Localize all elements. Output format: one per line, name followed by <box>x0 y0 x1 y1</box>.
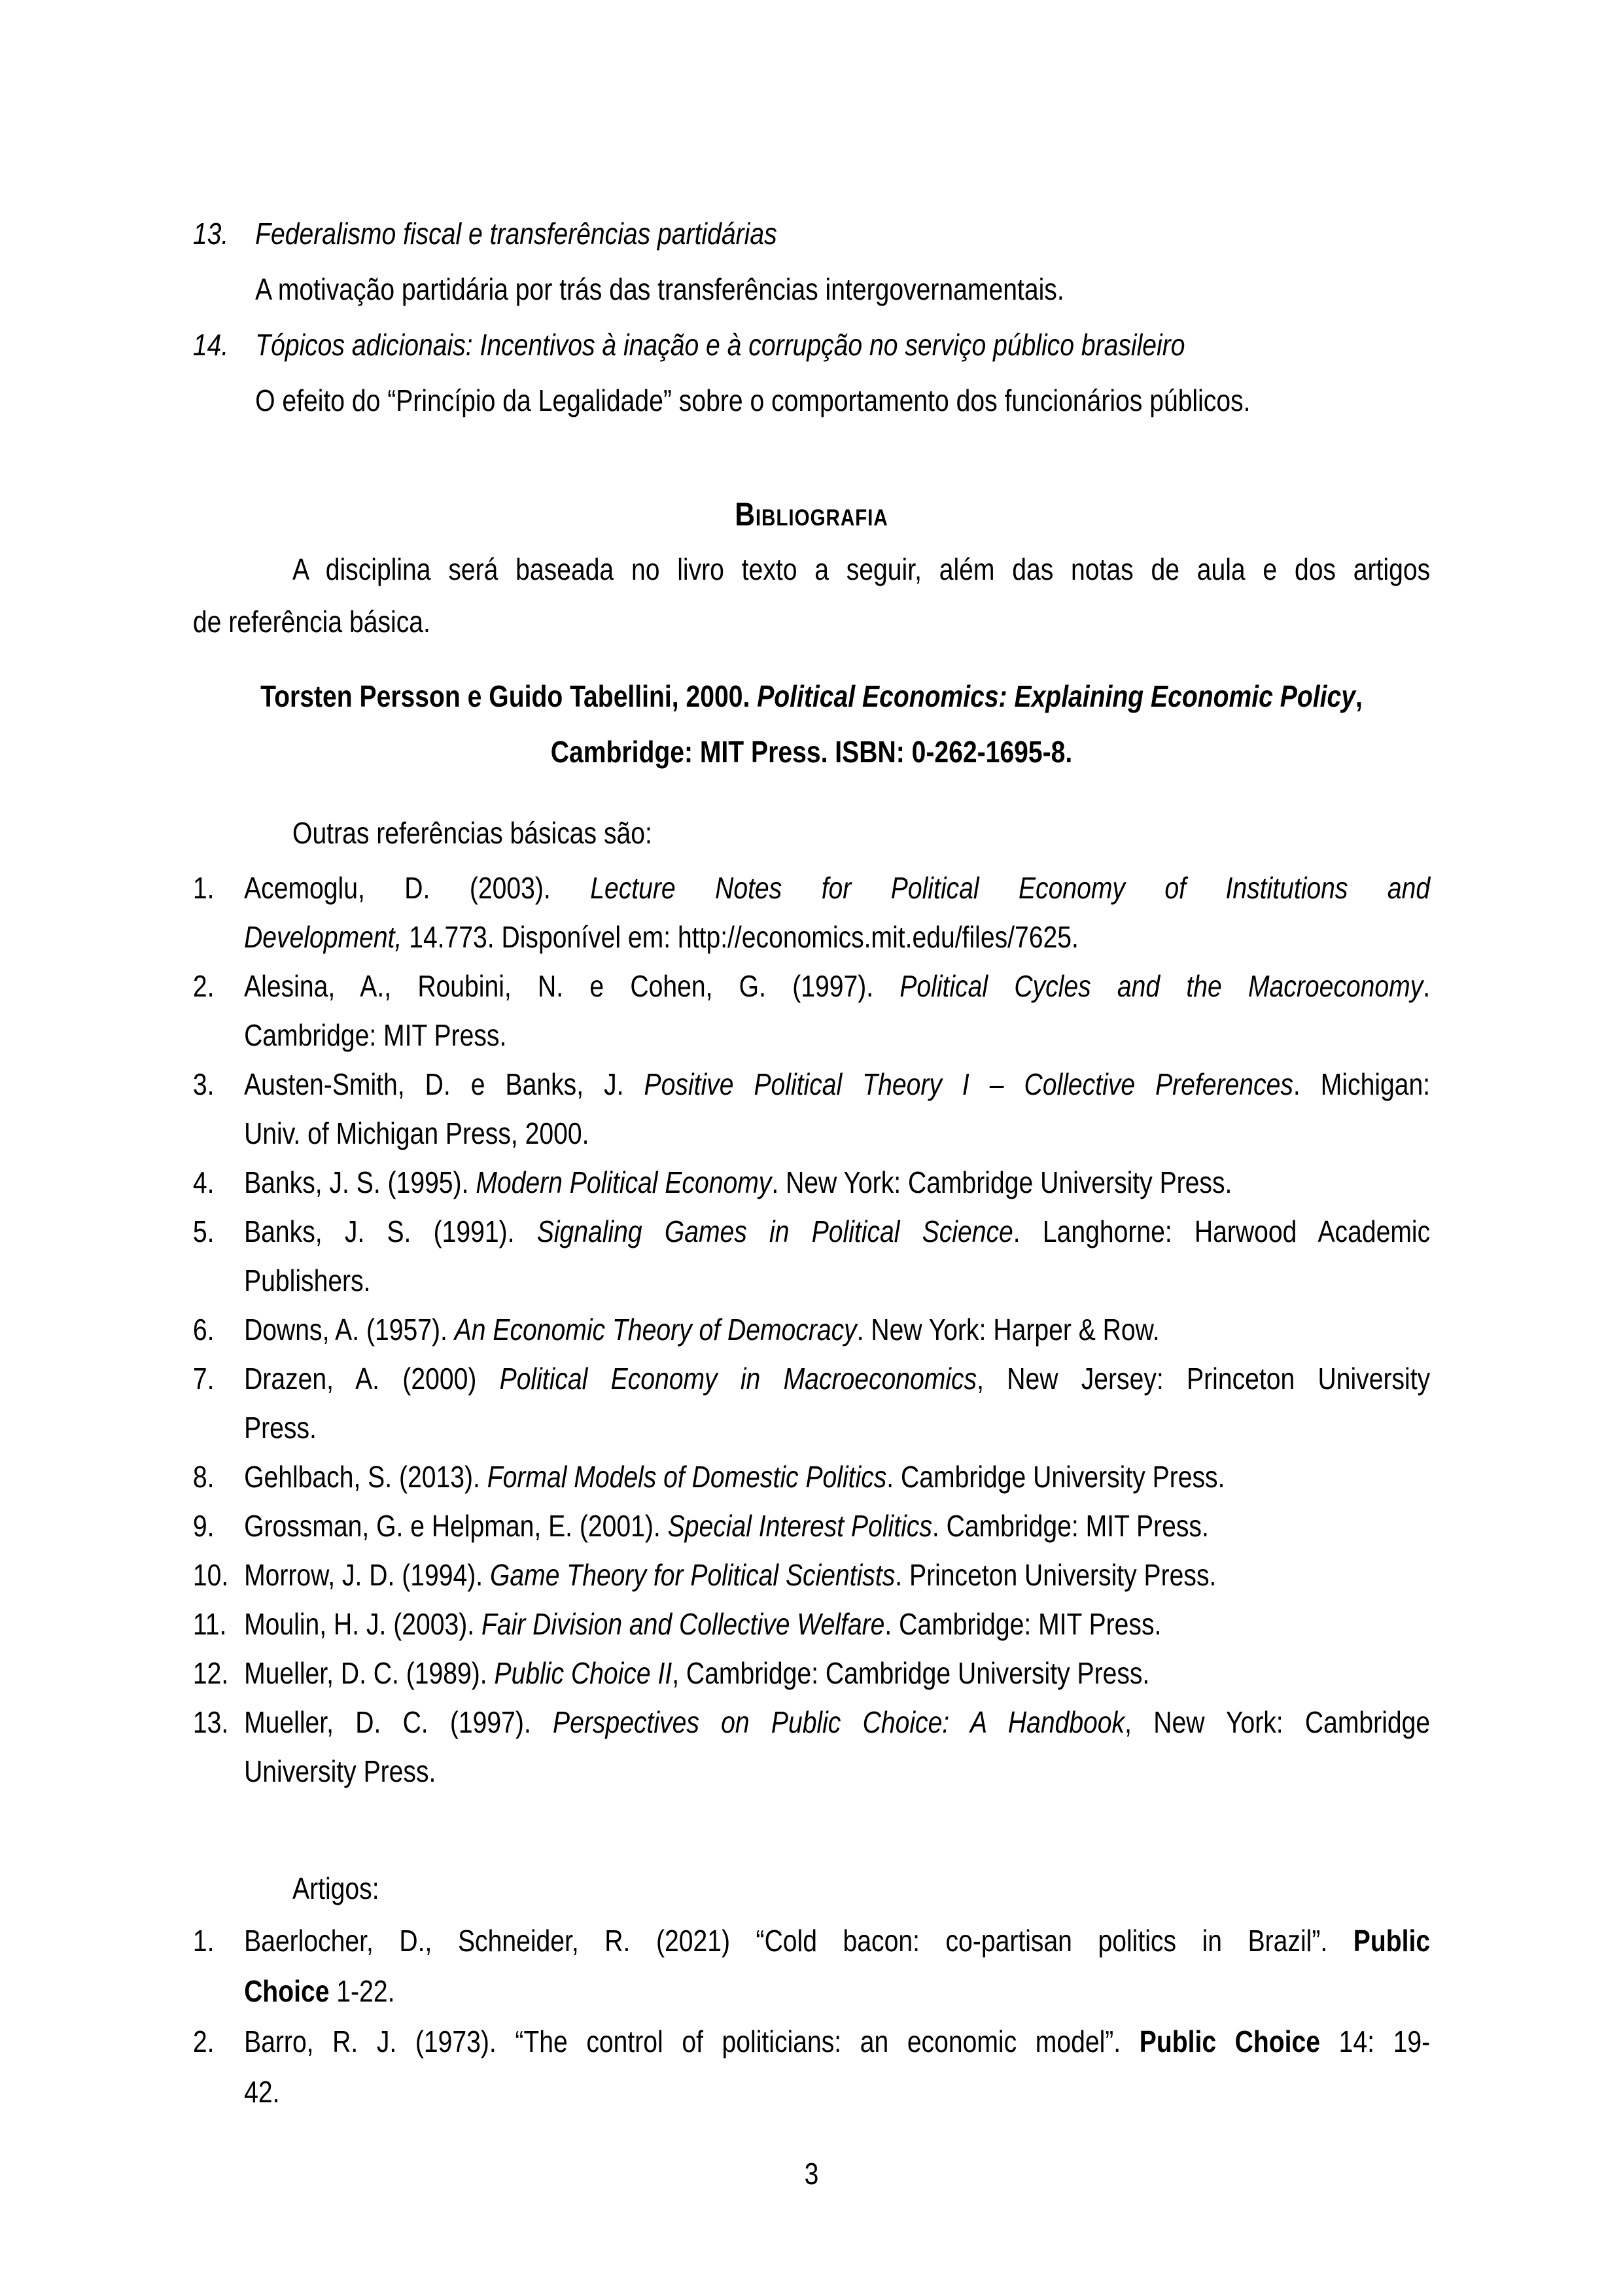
reference-item <box>193 1453 1430 1502</box>
textbook-reference <box>193 669 1430 780</box>
text-run: Alesina, A., Roubini, N. e Cohen, G. (1997). <box>244 969 900 1003</box>
text-run: Cambridge: MIT Press. <box>244 1018 507 1052</box>
text-line <box>244 962 1430 1011</box>
reference-item <box>193 1649 1430 1698</box>
text-line <box>244 864 1430 913</box>
reference-item <box>193 1158 1430 1207</box>
text-run: Press. <box>244 1411 317 1445</box>
articles-list <box>193 1916 1430 2117</box>
item-number: 12. <box>192 1656 229 1690</box>
text-run: Moulin, H. J. (2003). <box>244 1607 481 1641</box>
styled-text-run: Choice <box>244 1974 330 2008</box>
text-run: 14: 19- <box>1320 2024 1431 2058</box>
text-run: 1-22. <box>329 1974 395 2008</box>
text-run: Mueller, D. C. (1989). <box>244 1656 495 1690</box>
styled-text-run: , <box>1355 679 1363 713</box>
topic-item <box>193 317 1430 429</box>
bibliography-intro <box>193 543 1430 648</box>
text-line <box>244 1305 1430 1354</box>
item-number: 2. <box>192 2024 215 2058</box>
text-run: 14.773. Disponível em: http://economics.mit.edu/files/7625. <box>402 920 1079 954</box>
item-number: 3. <box>192 1067 215 1101</box>
item-number: 13. <box>192 217 229 251</box>
text-run: de referência básica. <box>192 605 430 639</box>
text-line <box>255 373 1430 429</box>
other-references-label: Outras referências básicas são: <box>292 816 652 850</box>
text-run: . Michigan: <box>1293 1067 1431 1101</box>
styled-text-run: Public <box>1353 1924 1431 1958</box>
styled-text-run: Modern Political Economy <box>476 1165 772 1199</box>
text-line <box>244 2017 1430 2067</box>
styled-text-run: Perspectives on Public Choice: A Handbook <box>553 1705 1125 1739</box>
text-run: A motivação partidária por trás das transferências intergovernamentais. <box>255 272 1064 306</box>
text-line <box>244 1600 1430 1649</box>
text-run: . Cambridge University Press. <box>886 1460 1225 1494</box>
item-number: 13. <box>192 1705 229 1739</box>
text-run: 42. <box>244 2075 280 2109</box>
text-line <box>244 1256 1430 1305</box>
text-run: . Cambridge: MIT Press. <box>884 1607 1162 1641</box>
text-run: Mueller, D. C. (1997). <box>244 1705 553 1739</box>
text-run: Publishers. <box>244 1263 371 1298</box>
article-item <box>193 1916 1430 2017</box>
item-number: 9. <box>192 1509 215 1543</box>
text-run: Univ. of Michigan Press, 2000. <box>244 1116 589 1150</box>
text-line <box>255 317 1430 373</box>
reference-item <box>193 1060 1430 1158</box>
item-number: 10. <box>192 1558 229 1592</box>
text-line <box>255 262 1430 317</box>
text-run: , New York: Cambridge <box>1125 1705 1431 1739</box>
styled-text-run: Positive Political Theory I – Collective Preferences <box>644 1067 1293 1101</box>
text-run: A disciplina será baseada no livro texto a seguir, além das notas de aula e dos artigos <box>292 552 1431 586</box>
reference-item <box>193 1207 1430 1305</box>
styled-text-run: An Economic Theory of Democracy <box>454 1313 857 1347</box>
text-line <box>244 913 1430 962</box>
styled-text-run: Signaling Games in Political Science <box>536 1214 1013 1248</box>
bibliography-heading: Bibliografia <box>735 496 888 533</box>
text-line <box>244 1649 1430 1698</box>
styled-text-run: Special Interest Politics <box>667 1509 932 1543</box>
item-number: 4. <box>192 1165 215 1199</box>
text-run: . New York: Harper & Row. <box>856 1313 1160 1347</box>
text-line <box>244 1109 1430 1158</box>
text-line <box>244 1207 1430 1256</box>
reference-item <box>193 1698 1430 1796</box>
text-run: , Cambridge: Cambridge University Press. <box>672 1656 1150 1690</box>
text-line <box>244 1354 1430 1404</box>
reference-item <box>193 1600 1430 1649</box>
text-run: . Princeton University Press. <box>895 1558 1217 1592</box>
text-run: . New York: Cambridge University Press. <box>771 1165 1232 1199</box>
item-number: 11. <box>192 1607 227 1641</box>
text-run: Gehlbach, S. (2013). <box>244 1460 487 1494</box>
reference-item <box>193 864 1430 962</box>
text-line <box>244 1158 1430 1207</box>
text-line <box>244 2067 1430 2117</box>
text-line <box>193 595 1430 648</box>
references-list <box>193 864 1430 1796</box>
item-number: 8. <box>192 1460 215 1494</box>
text-run: . Langhorne: Harwood Academic <box>1013 1214 1431 1248</box>
reference-item <box>193 1354 1430 1453</box>
text-line <box>244 1453 1430 1502</box>
styled-text-run: Federalismo fiscal e transferências partidárias <box>255 217 777 251</box>
reference-item <box>193 1551 1430 1600</box>
text-line <box>244 1404 1430 1453</box>
text-line <box>244 1551 1430 1600</box>
text-run: O efeito do “Princípio da Legalidade” sobre o comportamento dos funcionários públicos. <box>255 383 1251 417</box>
styled-text-run: Torsten Persson e Guido Tabellini, 2000. <box>260 679 758 713</box>
item-number: 7. <box>192 1362 215 1396</box>
text-line <box>244 1747 1430 1796</box>
item-number: 1. <box>192 871 215 905</box>
text-run: Morrow, J. D. (1994). <box>244 1558 490 1592</box>
styled-text-run: Political Economy in Macroeconomics <box>499 1362 977 1396</box>
text-line <box>244 1011 1430 1060</box>
item-number: 5. <box>192 1214 215 1248</box>
text-line <box>244 1698 1430 1747</box>
styled-text-run: Public Choice II <box>494 1656 672 1690</box>
text-run: Austen-Smith, D. e Banks, J. <box>244 1067 644 1101</box>
styled-text-run: Political Economics: Explaining Economic Policy <box>757 679 1355 713</box>
article-item <box>193 2017 1430 2117</box>
text-line <box>244 1502 1430 1551</box>
page-number: 3 <box>804 2157 819 2191</box>
styled-text-run: Development, <box>244 920 402 954</box>
styled-text-run: Fair Division and Collective Welfare <box>481 1607 885 1641</box>
styled-text-run: Political Cycles and the Macroeconomy <box>899 969 1423 1003</box>
content-column <box>193 0 1430 2296</box>
reference-item <box>193 1305 1430 1354</box>
text-line <box>193 669 1430 724</box>
text-run: Grossman, G. e Helpman, E. (2001). <box>244 1509 668 1543</box>
text-run: Banks, J. S. (1995). <box>244 1165 476 1199</box>
topics-list <box>193 206 1430 429</box>
text-run: Banks, J. S. (1991). <box>244 1214 537 1248</box>
text-run: . Cambridge: MIT Press. <box>932 1509 1209 1543</box>
text-run: Acemoglu, D. (2003). <box>244 871 591 905</box>
reference-item <box>193 962 1430 1060</box>
text-line <box>193 543 1430 595</box>
item-number: 14. <box>192 328 229 362</box>
item-number: 2. <box>192 969 215 1003</box>
styled-text-run: Lecture Notes for Political Economy of Institutions and <box>590 871 1431 905</box>
styled-text-run: Game Theory for Political Scientists <box>489 1558 896 1592</box>
styled-text-run: Formal Models of Domestic Politics <box>487 1460 887 1494</box>
text-run: Barro, R. J. (1973). “The control of politicians: an economic model”. <box>244 2024 1140 2058</box>
text-run: . <box>1423 969 1431 1003</box>
topic-item <box>193 206 1430 317</box>
styled-text-run: Cambridge: MIT Press. ISBN: 0-262-1695-8. <box>550 735 1073 769</box>
item-number: 1. <box>192 1924 215 1958</box>
styled-text-run: Public Choice <box>1139 2024 1321 2058</box>
text-run: , New Jersey: Princeton University <box>977 1362 1431 1396</box>
text-run: University Press. <box>244 1754 436 1788</box>
item-number: 6. <box>192 1313 215 1347</box>
articles-label: Artigos: <box>292 1871 379 1905</box>
text-line <box>193 724 1430 780</box>
text-line <box>244 1966 1430 2017</box>
text-line <box>244 1060 1430 1109</box>
styled-text-run: Tópicos adicionais: Incentivos à inação e à corrupção no serviço público brasileiro <box>255 328 1185 362</box>
text-run: Drazen, A. (2000) <box>244 1362 500 1396</box>
text-run: Baerlocher, D., Schneider, R. (2021) “Cold bacon: co-partisan politics in Brazil”. <box>244 1924 1353 1958</box>
text-run: Downs, A. (1957). <box>244 1313 455 1347</box>
text-line <box>255 206 1430 262</box>
text-line <box>244 1916 1430 1966</box>
reference-item <box>193 1502 1430 1551</box>
